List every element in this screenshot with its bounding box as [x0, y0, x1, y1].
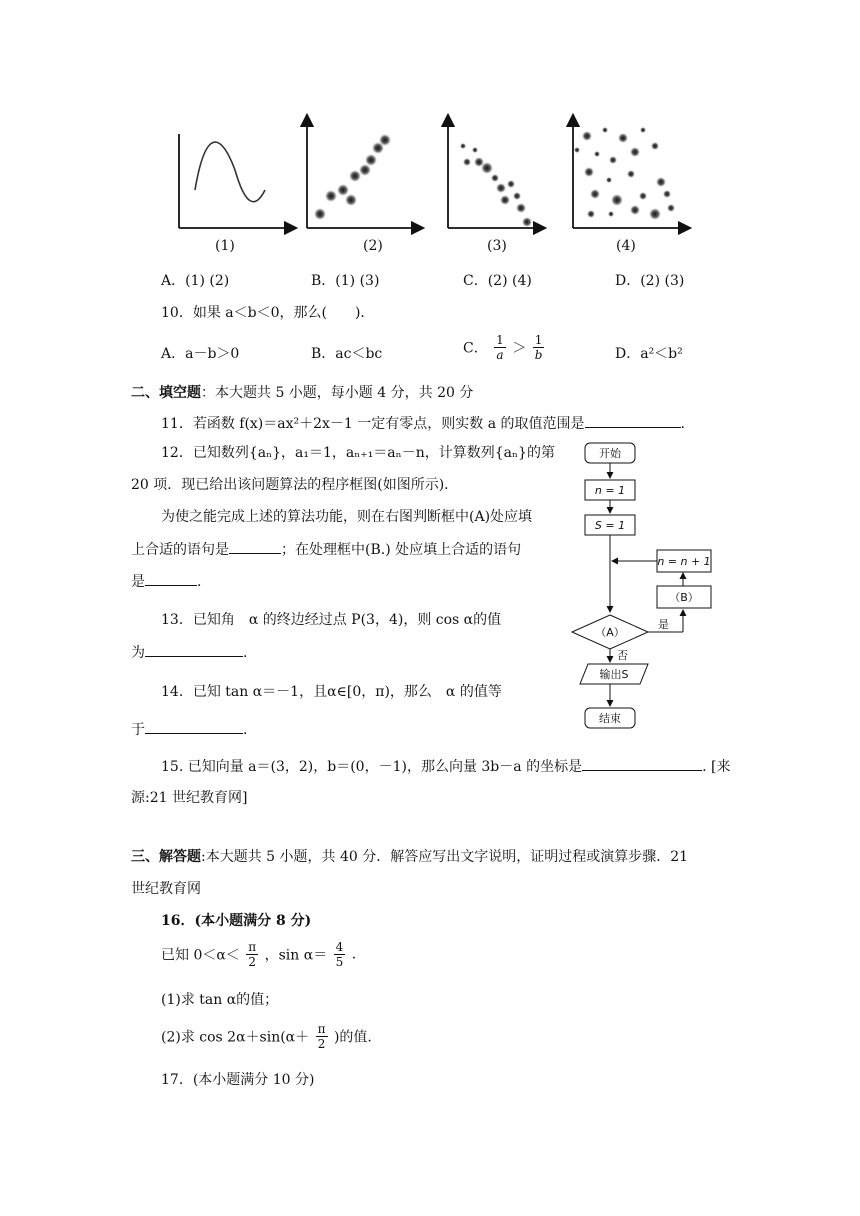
- q12-line1: 12．已知数列{aₙ}，a₁＝1，aₙ₊₁＝aₙ－n，计算数列{aₙ}的第: [161, 445, 555, 461]
- q11-blank[interactable]: [585, 413, 681, 428]
- figure-1: [179, 134, 291, 228]
- q12-line2: 20 项．现已给出该问题算法的程序框图(如图所示)．: [131, 477, 459, 493]
- flow-n-init: n = 1: [594, 484, 626, 497]
- q14-blank[interactable]: [145, 719, 243, 734]
- q10-c-gt: ＞: [512, 340, 527, 357]
- flow-output: 输出S: [599, 668, 629, 681]
- q9-option-c: C．(2) (4): [463, 273, 532, 289]
- q13-line2a: 为: [131, 645, 145, 661]
- flow-no: 否: [617, 649, 628, 662]
- q9-option-d: D．(2) (3): [615, 273, 685, 289]
- q14-line2b: .: [243, 722, 248, 738]
- q12-line4a: 上合适的语句是: [131, 542, 229, 558]
- section3-header: [131, 847, 688, 867]
- q13-line2b: .: [243, 645, 248, 661]
- q15-line1a: 15. 已知向量 a＝(3，2)，b＝(0，－1)，那么向量 3b－a 的坐标是: [161, 759, 583, 775]
- q10-stem: 10．如果 a＜b＜0，那么( )．: [161, 305, 375, 321]
- q11: [161, 413, 685, 434]
- q13-blank[interactable]: [145, 642, 243, 657]
- figure-3: [448, 120, 540, 228]
- q10-c-frac1: $\frac{1}{a}$: [496, 333, 504, 362]
- q14-line2a: 于: [131, 722, 145, 738]
- q10-option-a: A．a－b＞0: [161, 346, 240, 362]
- figure-4: [573, 120, 685, 228]
- figure-label-1: (1): [215, 238, 235, 254]
- flow-n-update: n = n + 1: [657, 555, 711, 568]
- section3-cont: 世纪教育网: [131, 881, 201, 897]
- q16-frac-pi2: $\frac{\pi}{2}$: [248, 940, 257, 969]
- flow-start: 开始: [599, 447, 621, 460]
- section2-title: 二、填空题: [131, 385, 201, 401]
- q15-line1b: . [来: [702, 759, 731, 775]
- q16-part2: [161, 1022, 372, 1051]
- q12-line5a: 是: [131, 574, 145, 590]
- q16-given: [161, 940, 356, 969]
- q16-given-a: 已知 0＜α＜: [161, 947, 240, 964]
- q9-option-a: A．(1) (2): [161, 273, 230, 289]
- figure-2: [307, 120, 418, 228]
- q10-option-c: [463, 333, 546, 362]
- q12-line5b: .: [197, 574, 202, 590]
- q17-head: 17．(本小题满分 10 分): [161, 1072, 315, 1088]
- q13-line2: [131, 642, 247, 663]
- q12-blank-b[interactable]: [145, 571, 197, 586]
- q16-head: 16．(本小题满分 8 分): [161, 913, 312, 929]
- flow-end: 结束: [599, 712, 621, 725]
- q15-blank[interactable]: [582, 756, 702, 771]
- flowchart: [568, 440, 718, 732]
- q12-line5: [131, 571, 201, 592]
- q16-part1: (1)求 tan α的值；: [161, 992, 279, 1008]
- q16-part2-b: )的值.: [333, 1029, 372, 1046]
- flow-box-b: （B）: [669, 591, 699, 604]
- q12-line3: 为使之能完成上述的算法功能，则在右图判断框中(A)处应填: [161, 509, 533, 525]
- q16-part2-frac: $\frac{\pi}{2}$: [317, 1022, 326, 1051]
- q14-line2: [131, 719, 247, 740]
- q16-frac-45: $\frac{4}{5}$: [335, 940, 344, 969]
- section2-header: [131, 383, 473, 403]
- q12-line4: [131, 539, 521, 560]
- q16-part2-a: (2)求 cos 2α＋sin(α＋: [161, 1029, 310, 1046]
- figure-label-3: (3): [487, 238, 507, 254]
- q9-option-b: B．(1) (3): [311, 273, 380, 289]
- q10-c-prefix: C．: [463, 340, 488, 357]
- q11-text: 11．若函数 f(x)＝ax²＋2x－1 一定有零点，则实数 a 的取值范围是: [161, 416, 585, 432]
- q12-blank-a[interactable]: [229, 539, 281, 554]
- flow-diamond-a: （A）: [595, 626, 625, 639]
- section2-desc: ：本大题共 5 小题，每小题 4 分，共 20 分: [201, 385, 474, 401]
- q16-given-c: .: [351, 946, 357, 963]
- q13-line1: 13．已知角 α 的终边经过点 P(3，4)，则 cos α的值: [161, 612, 502, 628]
- q10-option-b: B．ac＜bc: [311, 346, 383, 362]
- q11-end: .: [680, 416, 685, 432]
- q10-option-d: D．a²＜b²: [615, 346, 683, 362]
- section3-desc: :本大题共 5 小题，共 40 分．解答应写出文字说明，证明过程或演算步骤．21: [201, 849, 689, 865]
- q15-line1: [161, 756, 730, 777]
- q10-c-frac2: $\frac{1}{b}$: [534, 333, 543, 362]
- q12-line4b: ；在处理框中(B.) 处应填上合适的语句: [281, 542, 522, 558]
- q15-line2: 源:21 世纪教育网]: [131, 790, 248, 806]
- flow-s-init: S = 1: [594, 519, 626, 532]
- flow-yes: 是: [658, 618, 669, 631]
- q16-given-b: ，sin α＝: [264, 947, 328, 964]
- figure-label-4: (4): [616, 238, 636, 254]
- section3-title: 三、解答题: [131, 849, 201, 865]
- figure-label-2: (2): [363, 238, 383, 254]
- q14-line1: 14．已知 tan α＝－1，且α∈[0，π)，那么 α 的值等: [161, 684, 502, 700]
